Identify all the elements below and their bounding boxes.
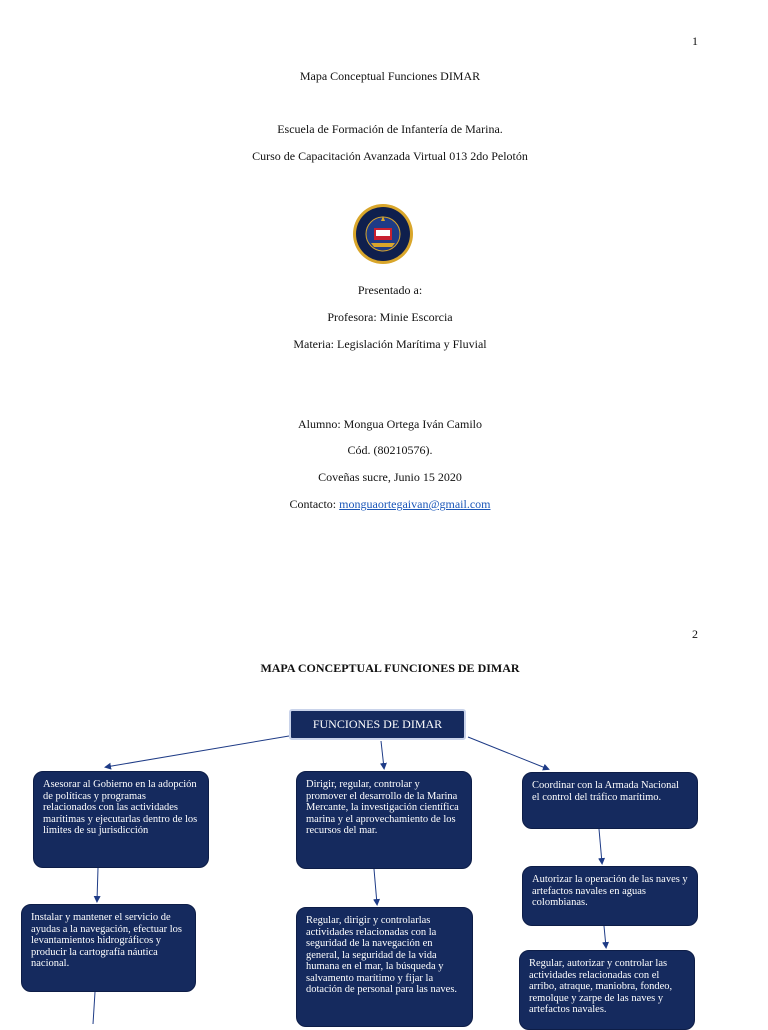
- student-code: Cód. (80210576).: [347, 443, 433, 457]
- page-number-2: 2: [692, 627, 698, 641]
- course-name: Curso de Capacitación Avanzada Virtual 013 2do Pelotón: [252, 149, 528, 163]
- node-ayudas-navegacion: Instalar y mantener el servicio de ayudas a la navegación, efectuar los levantamientos hidrográficos y producir la cartografía náutica nacional.: [21, 904, 196, 992]
- page-number-1: 1: [692, 34, 698, 48]
- node-arribo-zarpe: Regular, autorizar y controlar las actividades relacionadas con el arribo, atraque, maniobra, fondeo, remolque y zarpe de las naves y artefactos navales.: [519, 950, 695, 1030]
- presented-to-label: Presentado a:: [357, 283, 423, 297]
- node-marina-mercante: Dirigir, regular, controlar y promover el desarrollo de la Marina Mercante, la investigación científica marina y el aprovechamiento de los recursos del mar.: [296, 771, 472, 869]
- student-line: Alumno: Mongua Ortega Iván Camilo: [298, 417, 482, 431]
- node-asesorar-gobierno: Asesorar al Gobierno en la adopción de políticas y programas relacionados con las actividades marítimas y ejecutarlas dentro de los límites de su jurisdicción: [33, 771, 209, 868]
- place-date: Coveñas sucre, Junio 15 2020: [318, 470, 462, 484]
- node-trafico-maritimo: Coordinar con la Armada Nacional el control del tráfico marítimo.: [522, 772, 698, 829]
- root-node-funciones-dimar: FUNCIONES DE DIMAR: [289, 709, 466, 740]
- document-title: Mapa Conceptual Funciones DIMAR: [299, 69, 481, 83]
- school-name: Escuela de Formación de Infantería de Marina.: [277, 122, 503, 136]
- professor-line: Profesora: Minie Escorcia: [327, 310, 453, 324]
- school-seal-logo: [352, 203, 414, 265]
- node-operacion-naves: Autorizar la operación de las naves y artefactos navales en aguas colombianas.: [522, 866, 698, 926]
- contact-line: [0, 497, 768, 512]
- subject-line: Materia: Legislación Marítima y Fluvial: [293, 337, 487, 351]
- concept-map-heading: MAPA CONCEPTUAL FUNCIONES DE DIMAR: [260, 661, 520, 675]
- contact-email-link[interactable]: monguaortegaivan@gmail.com: [339, 497, 491, 511]
- node-seguridad-navegacion: Regular, dirigir y controlarlas actividades relacionadas con la seguridad de la navegación en general, la seguridad de la vida humana en el mar, la búsqueda y salvamento marítimo y fijar la dotación de personal para las naves.: [296, 907, 473, 1027]
- contact-label: Contacto:: [289, 497, 340, 511]
